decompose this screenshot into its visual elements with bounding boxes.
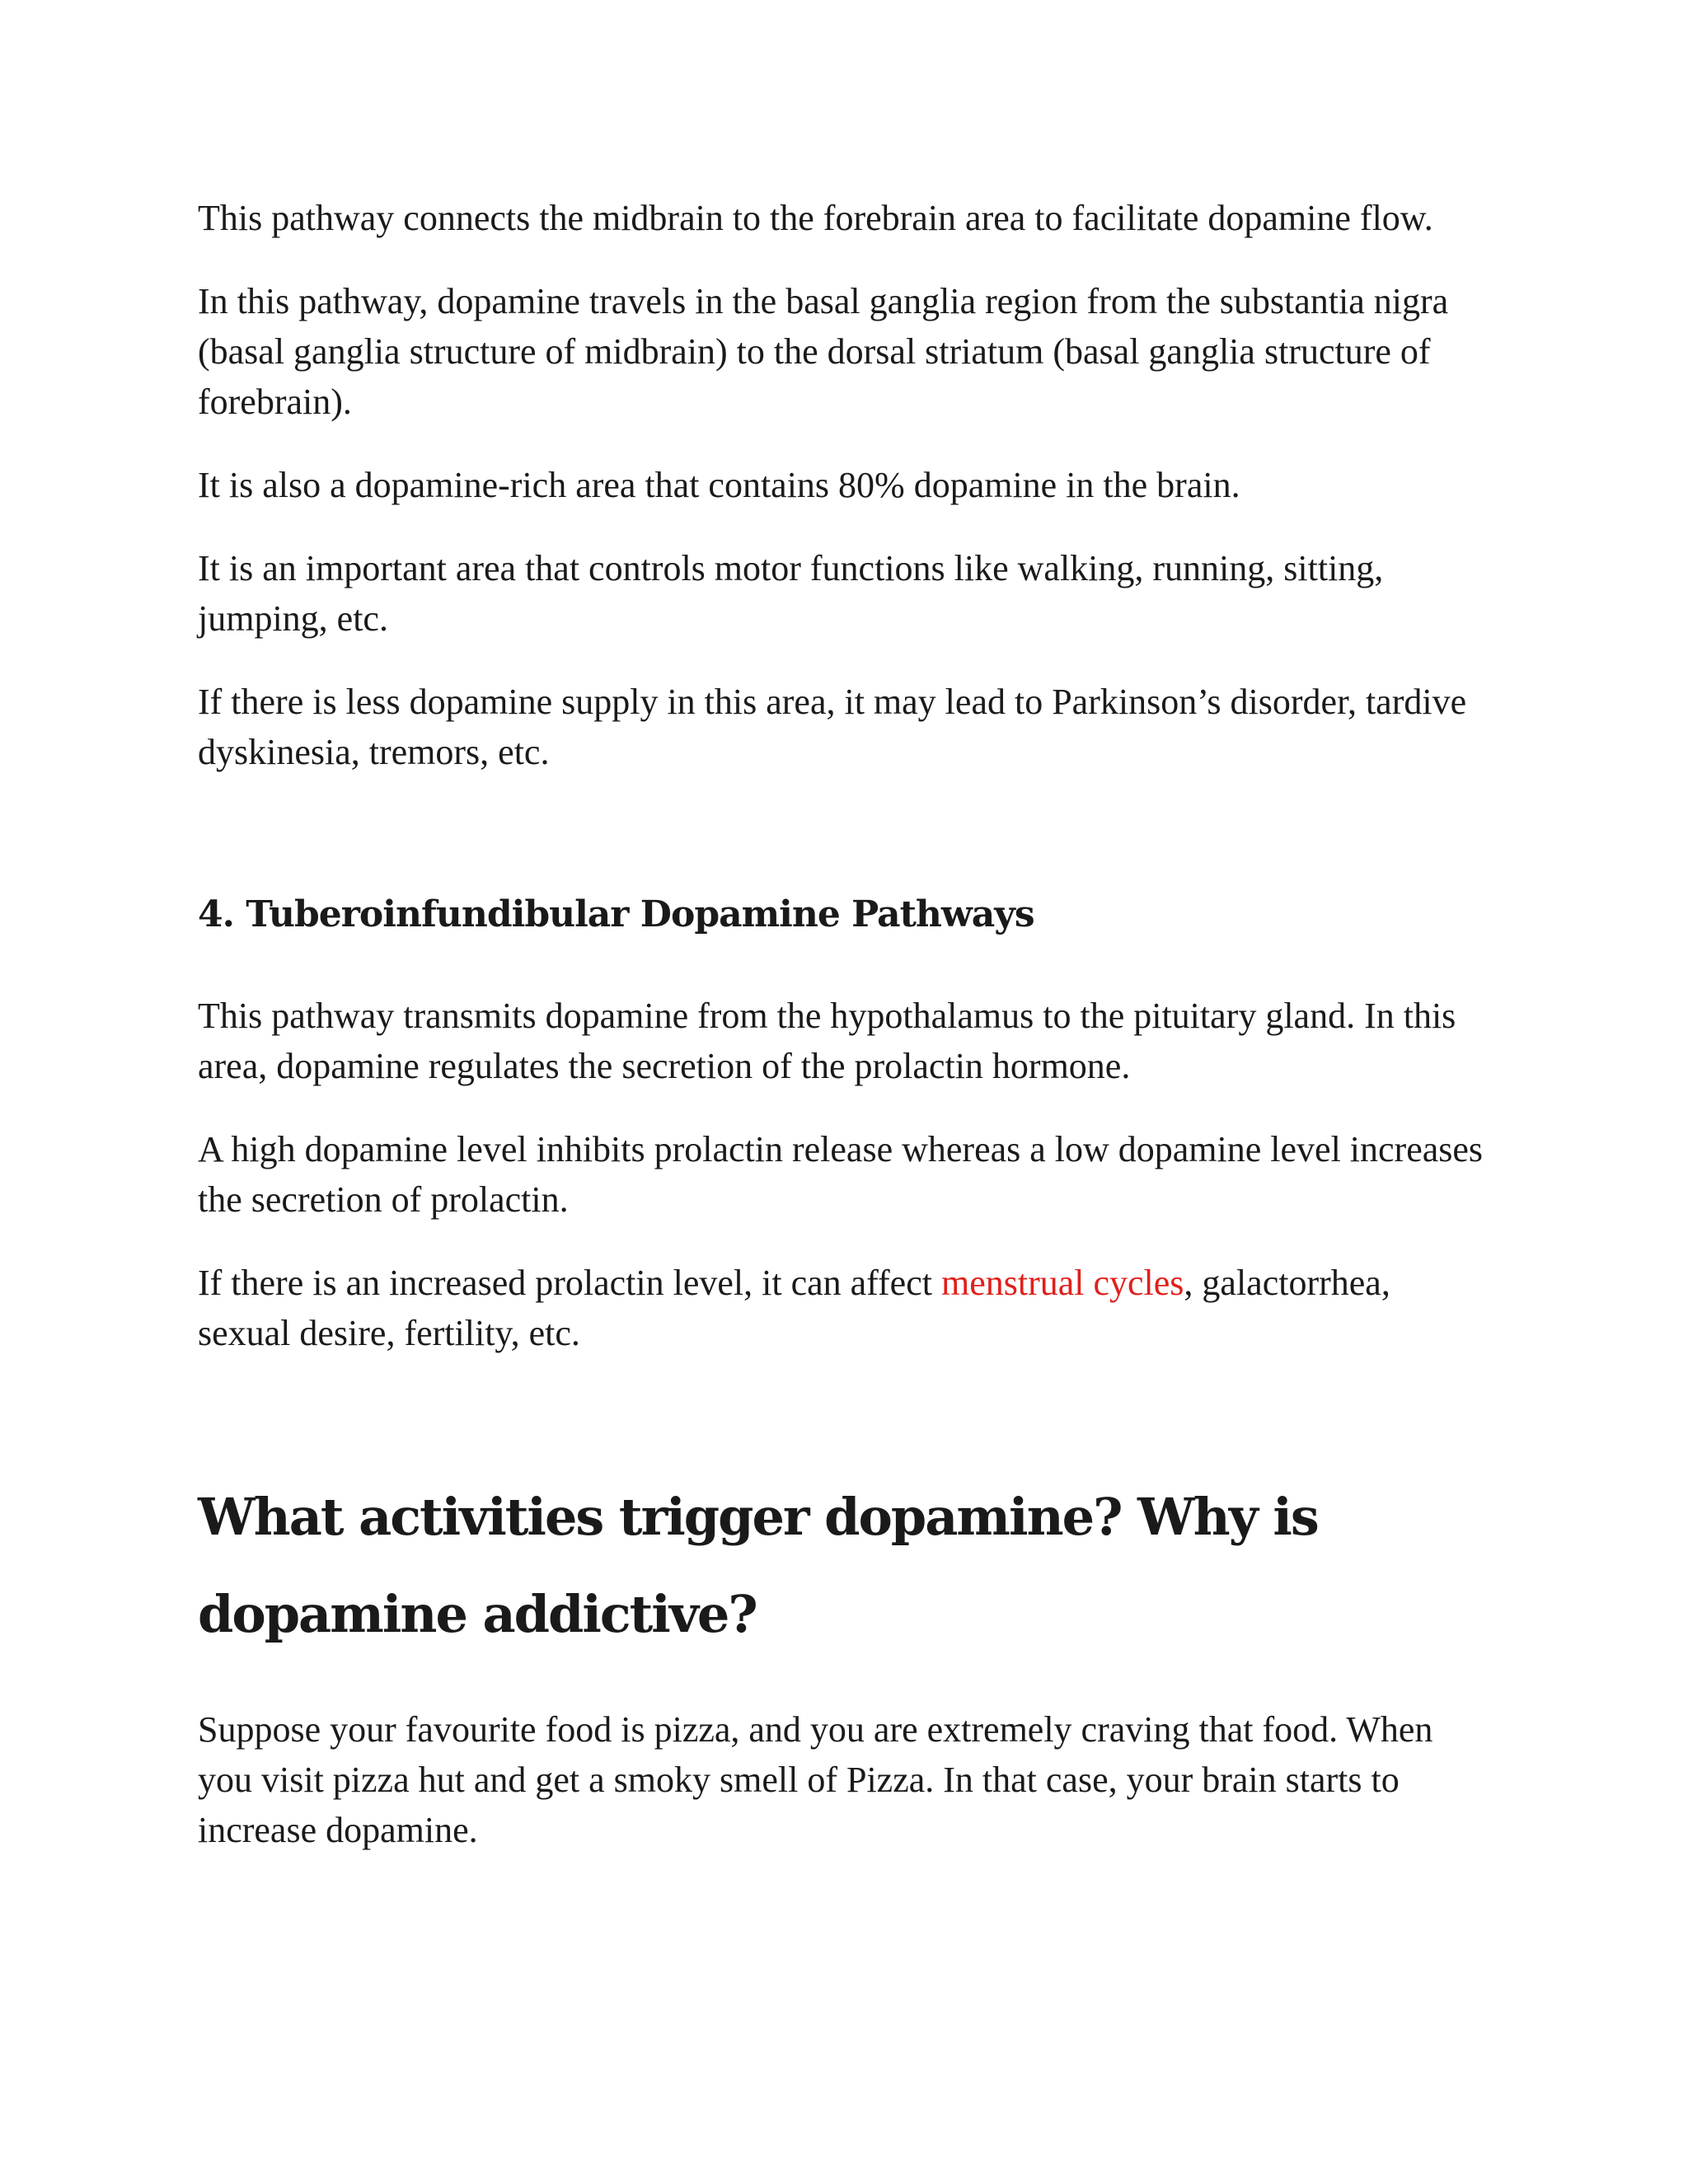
paragraph-parkinsons: If there is less dopamine supply in this area, it may lead to Parkinson’s disorder, tardive dyskinesia, tremors, etc. [198,682,1467,772]
paragraph-pathway-connects: This pathway connects the midbrain to the forebrain area to facilitate dopamine flow. [198,198,1433,238]
heading-what-activities: What activities trigger dopamine? Why is dopamine addictive? [198,1487,1318,1644]
link-menstrual-cycles[interactable]: menstrual cycles [940,1263,1184,1303]
paragraph-pizza-example: Suppose your favourite food is pizza, and you are extremely craving that food. When you visit pizza hut and get a smoky smell of Pizza. In that case, your brain starts to increase dopamine. [198,1709,1433,1850]
paragraph-motor-functions: It is an important area that controls motor functions like walking, running, sitting, jumping, etc. [198,548,1384,639]
paragraph-prolactin-effects [198,1258,1484,1358]
article-body [198,193,1484,1855]
heading-tuberoinfundibular: 4. Tuberoinfundibular Dopamine Pathways [198,893,1034,935]
paragraph-basal-ganglia: In this pathway, dopamine travels in the basal ganglia region from the substantia nigra (basal ganglia structure of midbrain) to the dorsal striatum (basal ganglia structure of forebrain). [198,281,1449,422]
paragraph-hypothalamus: This pathway transmits dopamine from the hypothalamus to the pituitary gland. In this area, dopamine regulates the secretion of the prolactin hormone. [198,996,1456,1086]
paragraph-prolactin-release: A high dopamine level inhibits prolactin release whereas a low dopamine level increases the secretion of prolactin. [198,1129,1484,1220]
paragraph-prolactin-effects-after: , galactorrhea, sexual desire, fertility, etc. [198,1263,1390,1353]
paragraph-prolactin-effects-before: If there is an increased prolactin level, it can affect [198,1263,941,1303]
paragraph-dopamine-rich: It is also a dopamine-rich area that contains 80% dopamine in the brain. [198,465,1240,505]
